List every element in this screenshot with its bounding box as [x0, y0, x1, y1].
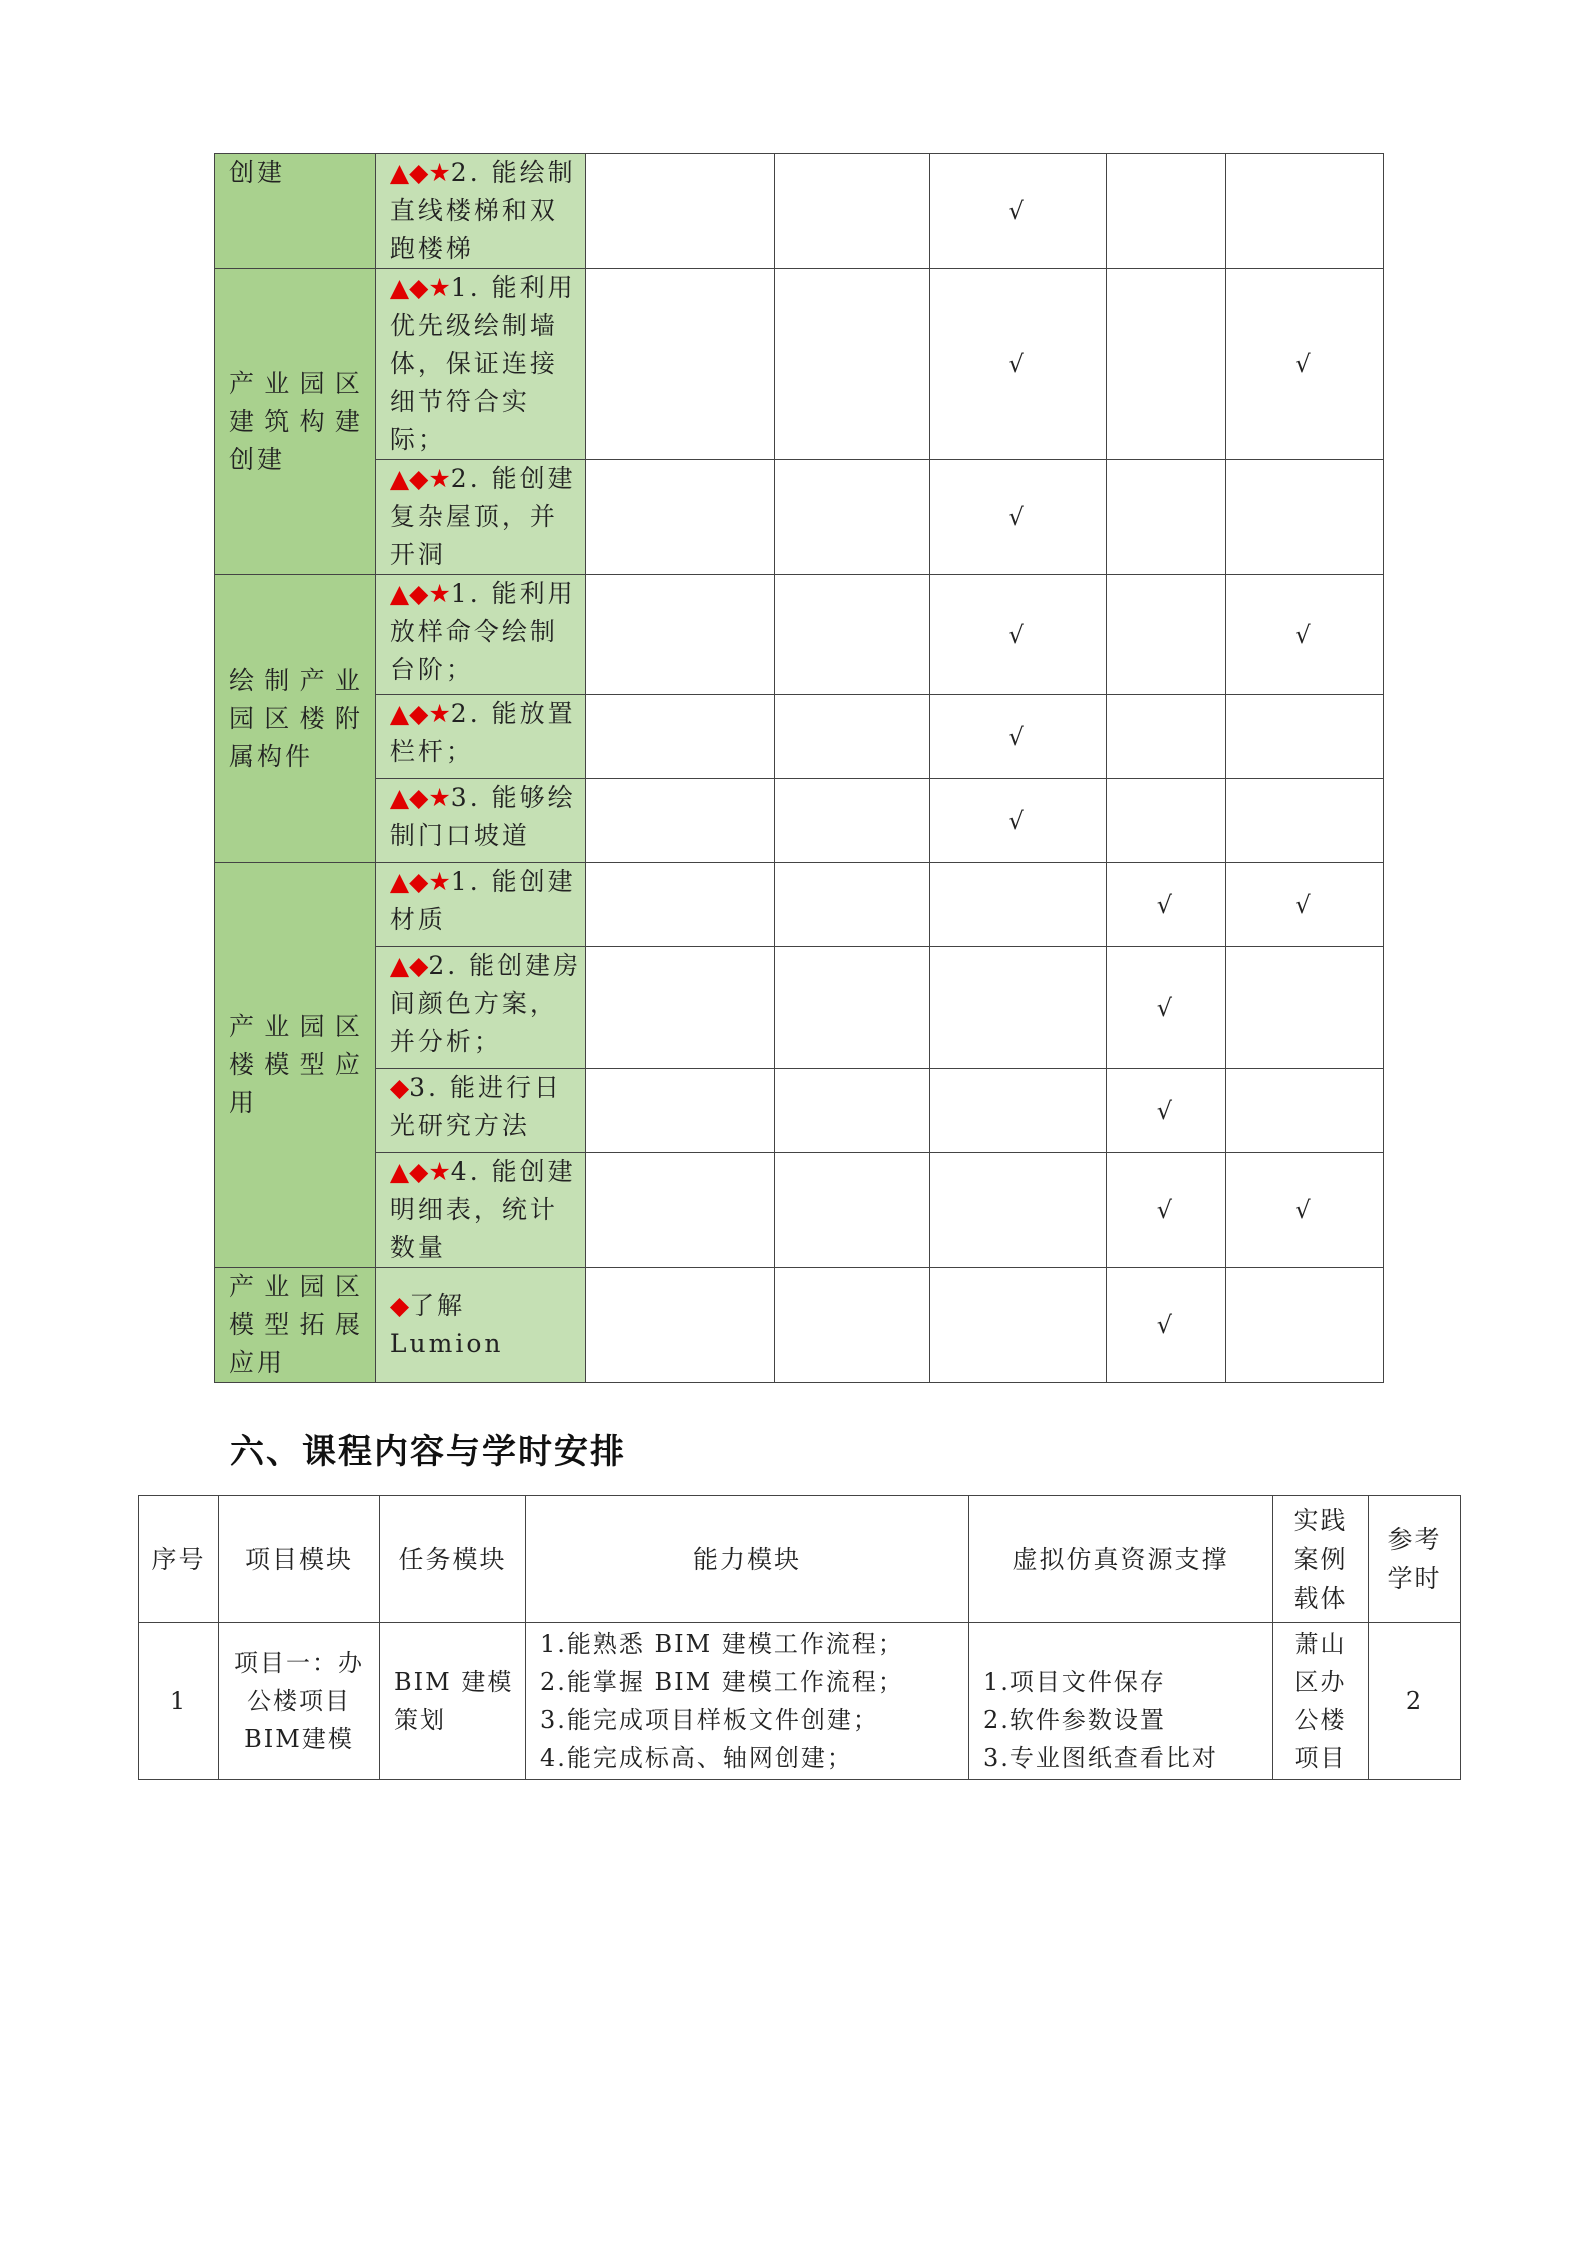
check-cell	[929, 947, 1106, 1069]
section-title: 六、课程内容与学时安排	[230, 1432, 626, 1472]
check-cell	[586, 863, 774, 947]
check-mark: √	[1295, 890, 1314, 919]
check-cell	[586, 695, 774, 779]
header-row	[139, 1496, 1461, 1623]
ability-cell: ▲◆★1. 能利用放样命令绘制台阶；	[375, 575, 586, 695]
check-cell	[774, 695, 929, 779]
check-cell	[929, 695, 1106, 779]
task-cell: BIM 建模策划	[380, 1623, 526, 1780]
header-task: 任务模块	[380, 1496, 526, 1623]
table-row	[215, 1153, 1384, 1268]
check-cell	[929, 460, 1106, 575]
check-cell	[586, 269, 774, 460]
check-cell	[1106, 1268, 1225, 1383]
header-project: 项目模块	[219, 1496, 380, 1623]
header-hours: 参考学时	[1369, 1496, 1461, 1623]
check-cell	[1106, 460, 1225, 575]
check-cell	[1106, 947, 1225, 1069]
header-virtual: 虚拟仿真资源支撑	[969, 1496, 1273, 1623]
check-mark: √	[1008, 503, 1027, 531]
check-cell	[586, 575, 774, 695]
check-cell	[774, 1268, 929, 1383]
check-mark: √	[1008, 722, 1027, 751]
check-mark: √	[1156, 890, 1175, 919]
table-row	[215, 269, 1384, 460]
check-cell	[1226, 863, 1384, 947]
check-cell	[1226, 779, 1384, 863]
check-cell	[586, 1069, 774, 1153]
module-cell: 产业园区楼模型应用	[215, 863, 376, 1268]
seq-cell: 1	[139, 1623, 219, 1780]
check-cell	[774, 1153, 929, 1268]
table-row	[215, 863, 1384, 947]
ability-cell: ▲◆★3. 能够绘制门口坡道	[375, 779, 586, 863]
check-cell	[1106, 779, 1225, 863]
table-row	[215, 1069, 1384, 1153]
table-row	[139, 1623, 1461, 1780]
check-cell	[1106, 575, 1225, 695]
table-row	[215, 779, 1384, 863]
check-mark: √	[1295, 1196, 1314, 1224]
header-seq: 序号	[139, 1496, 219, 1623]
ability-cell: ▲◆★2. 能绘制直线楼梯和双跑楼梯	[375, 154, 586, 269]
check-cell	[774, 863, 929, 947]
check-mark: √	[1008, 350, 1027, 378]
check-mark: √	[1008, 806, 1027, 835]
check-cell	[774, 575, 929, 695]
list-item: 4.能完成标高、轴网创建；	[540, 1744, 853, 1772]
table-row	[215, 460, 1384, 575]
module-cell: 绘制产业园区楼附属构件	[215, 575, 376, 863]
level-symbols: ▲◆★	[389, 158, 451, 187]
table-row	[215, 575, 1384, 695]
check-cell	[774, 947, 929, 1069]
ability-cell: ◆了解 Lumion	[375, 1268, 586, 1383]
header-case: 实践案例载体	[1273, 1496, 1369, 1623]
list-item: 1.项目文件保存	[983, 1668, 1166, 1696]
check-mark: √	[1008, 197, 1027, 225]
check-cell	[586, 1268, 774, 1383]
check-cell	[929, 575, 1106, 695]
check-cell	[1226, 460, 1384, 575]
check-mark: √	[1156, 993, 1175, 1022]
ability-matrix-table	[214, 153, 1384, 1383]
hours-cell: 2	[1369, 1623, 1461, 1780]
check-cell	[929, 269, 1106, 460]
course-content-table	[138, 1495, 1461, 1780]
ability-cell: ◆3. 能进行日光研究方法	[375, 1069, 586, 1153]
table-row	[215, 695, 1384, 779]
check-cell	[1226, 154, 1384, 269]
case-cell: 萧山区办公楼项目	[1273, 1623, 1369, 1780]
check-cell	[586, 779, 774, 863]
check-cell	[1226, 575, 1384, 695]
check-cell	[929, 154, 1106, 269]
check-cell	[1106, 1153, 1225, 1268]
list-item: 2.能掌握 BIM 建模工作流程；	[540, 1668, 904, 1696]
virtual-resource-cell	[969, 1623, 1273, 1780]
ability-cell: ▲◆★2. 能放置栏杆；	[375, 695, 586, 779]
check-cell	[929, 1268, 1106, 1383]
module-cell: 产业园区建筑构建创建	[215, 269, 376, 575]
ability-cell: ▲◆2. 能创建房间颜色方案，并分析；	[375, 947, 586, 1069]
check-cell	[1106, 269, 1225, 460]
ability-cell: ▲◆★4. 能创建明细表，统计数量	[375, 1153, 586, 1268]
check-mark: √	[1156, 1311, 1175, 1339]
check-mark: √	[1295, 620, 1314, 649]
list-item: 2.软件参数设置	[983, 1706, 1166, 1734]
ability-list-cell	[526, 1623, 969, 1780]
check-cell	[774, 269, 929, 460]
table-row	[215, 1268, 1384, 1383]
check-cell	[1226, 695, 1384, 779]
check-cell	[586, 947, 774, 1069]
list-item: 1.能熟悉 BIM 建模工作流程；	[540, 1630, 904, 1658]
check-cell	[586, 460, 774, 575]
check-cell	[1226, 269, 1384, 460]
check-cell	[586, 154, 774, 269]
check-cell	[929, 863, 1106, 947]
check-cell	[1106, 695, 1225, 779]
check-mark: √	[1156, 1096, 1175, 1125]
check-cell	[774, 1069, 929, 1153]
ability-cell: ▲◆★1. 能利用优先级绘制墙体，保证连接细节符合实际；	[375, 269, 586, 460]
module-cell: 产业园区模型拓展应用	[215, 1268, 376, 1383]
check-mark: √	[1008, 620, 1027, 649]
check-cell	[774, 460, 929, 575]
check-cell	[586, 1153, 774, 1268]
check-cell	[929, 1069, 1106, 1153]
check-cell	[929, 779, 1106, 863]
check-mark: √	[1156, 1196, 1175, 1224]
module-cell: 创建	[215, 154, 376, 269]
check-cell	[1106, 863, 1225, 947]
list-item: 3.能完成项目样板文件创建；	[540, 1706, 879, 1734]
check-mark: √	[1295, 350, 1314, 378]
project-cell: 项目一：办公楼项目BIM建模	[219, 1623, 380, 1780]
check-cell	[774, 779, 929, 863]
header-ability: 能力模块	[526, 1496, 969, 1623]
check-cell	[1226, 1268, 1384, 1383]
check-cell	[1106, 154, 1225, 269]
check-cell	[929, 1153, 1106, 1268]
check-cell	[1226, 1153, 1384, 1268]
check-cell	[774, 154, 929, 269]
ability-cell: ▲◆★2. 能创建复杂屋顶，并开洞	[375, 460, 586, 575]
list-item: 3.专业图纸查看比对	[983, 1744, 1218, 1772]
ability-cell: ▲◆★1. 能创建材质	[375, 863, 586, 947]
check-cell	[1226, 947, 1384, 1069]
check-cell	[1226, 1069, 1384, 1153]
table-row	[215, 947, 1384, 1069]
table-row	[215, 154, 1384, 269]
check-cell	[1106, 1069, 1225, 1153]
